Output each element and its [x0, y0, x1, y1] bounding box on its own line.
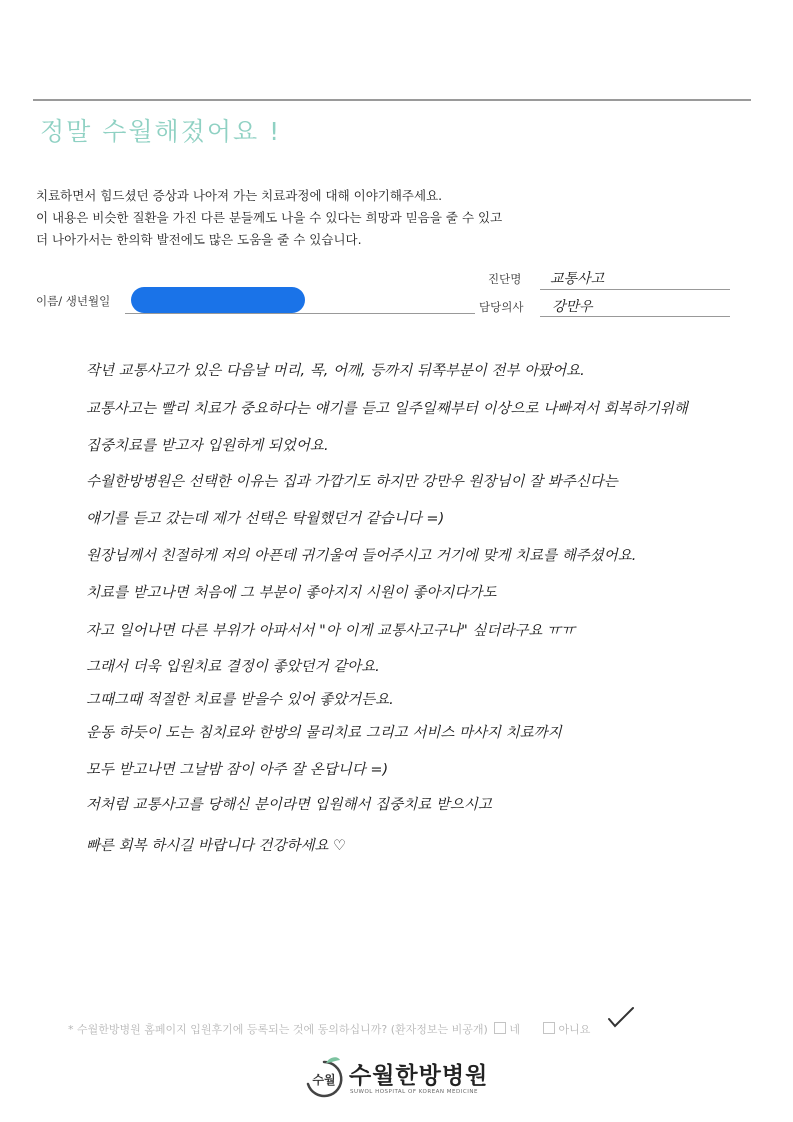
review-line: 운동 하듯이 도는 침치료와 한방의 물리치료 그리고 서비스 마사지 치료까지: [86, 725, 562, 741]
review-line: 빠른 회복 하시길 바랍니다 건강하세요 ♡: [86, 838, 347, 854]
consent-yes-label: 네: [509, 1023, 520, 1036]
checkmark-icon: [606, 1006, 636, 1030]
diagnosis-label: 진단명: [488, 272, 522, 286]
hospital-logo-icon: [300, 1054, 348, 1102]
consent-no-checkbox[interactable]: [543, 1022, 555, 1034]
logo-mark-text: 수월: [312, 1073, 336, 1087]
diagnosis-underline: [540, 289, 730, 290]
review-line: 모두 받고나면 그날밤 잠이 아주 잘 온답니다 =): [86, 762, 389, 778]
intro-line-2: 이 내용은 비슷한 질환을 가진 다른 분들께도 나을 수 있다는 희망과 믿음을 줄 수 있고: [36, 210, 503, 225]
top-rule: [33, 99, 751, 101]
consent-yes-checkbox[interactable]: [494, 1022, 506, 1034]
intro-line-3: 더 나아가서는 한의학 발전에도 많은 도움을 줄 수 있습니다.: [36, 232, 362, 247]
consent-no-label: 아니요: [558, 1023, 591, 1036]
doctor-underline: [540, 316, 730, 317]
hospital-name: 수월한방병원: [349, 1063, 489, 1089]
review-line: 얘기를 듣고 갔는데 제가 선택은 탁월했던거 같습니다 =): [86, 511, 445, 527]
review-line: 원장님께서 친절하게 저의 아픈데 귀기울여 들어주시고 거기에 맞게 치료를 해주셨어요.: [86, 548, 637, 564]
review-line: 수월한방병원은 선택한 이유는 집과 가깝기도 하지만 강만우 원장님이 잘 봐주신다는: [86, 474, 618, 490]
doctor-label: 담당의사: [479, 300, 524, 314]
name-underline: [125, 313, 475, 314]
review-line: 치료를 받고나면 처음에 그 부분이 좋아지지 시원이 좋아지다가도: [86, 585, 497, 601]
review-line: 교통사고는 빨리 치료가 중요하다는 얘기를 듣고 일주일째부터 이상으로 나빠져서 회복하기위해: [86, 401, 688, 417]
review-line: 자고 일어나면 다른 부위가 아파서서 "아 이게 교통사고구나" 싶더라구요 ㅠㅠ: [86, 623, 576, 639]
review-line: 그때그때 적절한 치료를 받을수 있어 좋았거든요.: [86, 692, 394, 708]
hospital-subtitle: SUWOL HOSPITAL OF KOREAN MEDICINE: [350, 1089, 478, 1095]
redaction-mark: [131, 287, 305, 313]
name-birth-label: 이름/ 생년월일: [36, 294, 111, 308]
doctor-value: 강만우: [552, 299, 593, 315]
diagnosis-value: 교통사고: [550, 271, 605, 287]
review-line: 저처럼 교통사고를 당해신 분이라면 입원해서 집중치료 받으시고: [86, 797, 492, 813]
review-line: 그래서 더욱 입원치료 결정이 좋았던거 같아요.: [86, 659, 380, 675]
review-line: 작년 교통사고가 있은 다음날 머리, 목, 어깨, 등까지 뒤쪽부분이 전부 아팠어요.: [86, 363, 585, 379]
consent-question: [68, 1021, 590, 1037]
consent-text: * 수월한방병원 홈페이지 입원후기에 등록되는 것에 동의하십니까? (환자정보는 비공개): [68, 1023, 488, 1036]
intro-line-1: 치료하면서 힘드셨던 증상과 나아져 가는 치료과정에 대해 이야기해주세요.: [36, 188, 443, 203]
review-line: 집중치료를 받고자 입원하게 되었어요.: [86, 438, 329, 454]
page-title: 정말 수월해졌어요 !: [40, 117, 282, 146]
